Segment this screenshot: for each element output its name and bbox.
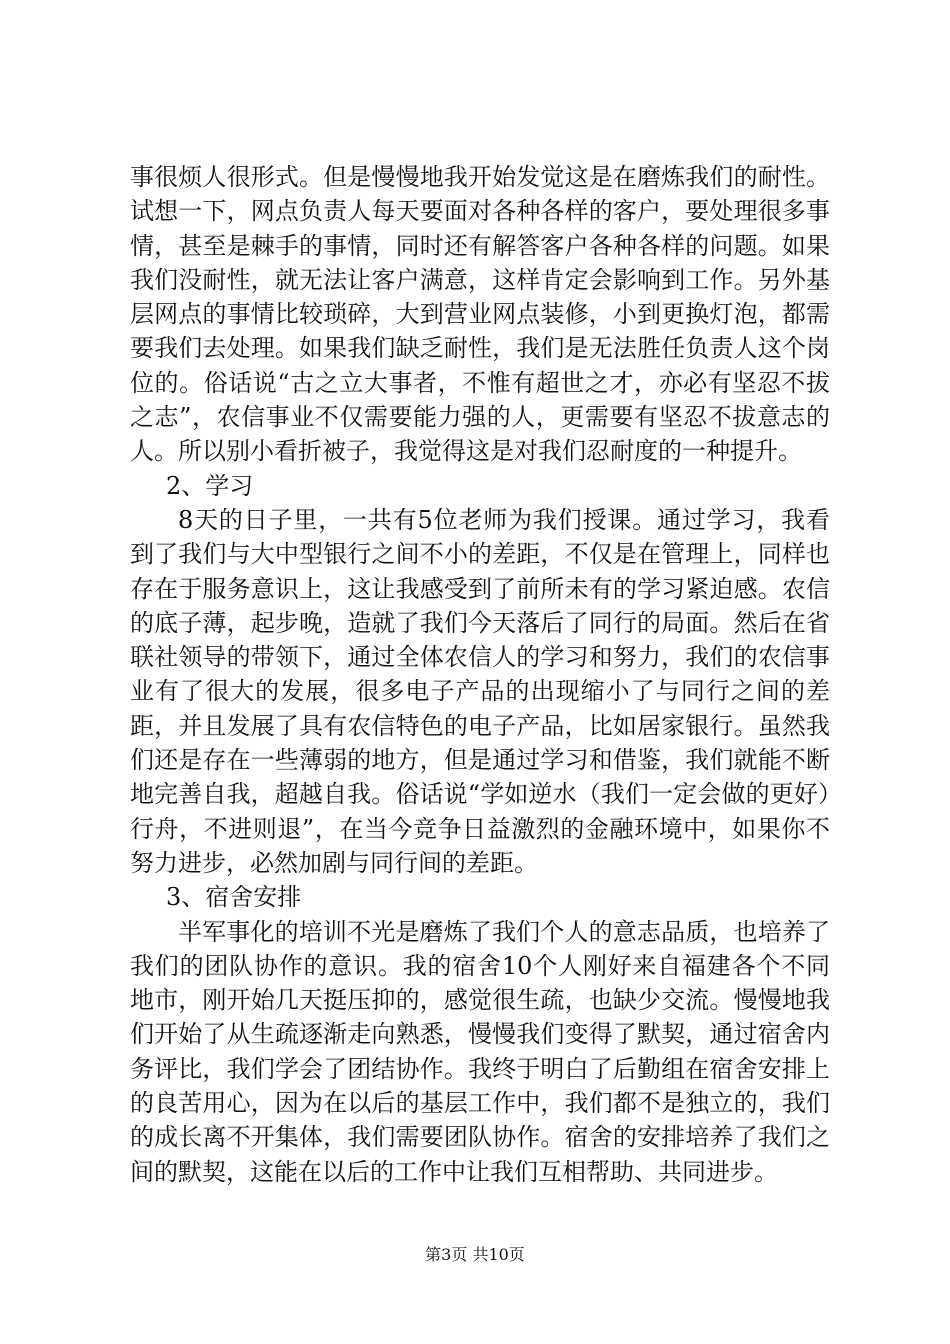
paragraph-continued: 事很烦人很形式。但是慢慢地我开始发觉这是在磨炼我们的耐性。试想一下，网点负责人每天要面对各种各样的客户，要处理很多事情，甚至是棘手的事情，同时还有解答客户各种各样的问题。如果我们没耐性，就无法让客户满意，这样肯定会影响到工作。另外基层网点的事情比较琐碎，大到营业网点装修，小到更换灯泡，都需要我们去处理。如果我们缺乏耐性，我们是无法胜任负责人这个岗位的。俗话说“古之立大事者，不惟有超世之才，亦必有坚忍不拔之志”，农信事业不仅需要能力强的人，更需要有坚忍不拔意志的人。所以别小看折被子，我觉得这是对我们忍耐度的一种提升。 [130, 163, 830, 466]
paragraph-study: 8天的日子里，一共有5位老师为我们授课。通过学习，我看到了我们与大中型银行之间不小的差距，不仅是在管理上，同样也存在于服务意识上，这让我感受到了前所未有的学习紧迫感。农信的底子薄，起步晚，造就了我们今天落后了同行的局面。然后在省联社领导的带领下，通过全体农信人的学习和努力，我们的农信事业有了很大的发展，很多电子产品的出现缩小了与同行之间的差距，并且发展了具有农信特色的电子产品，比如居家银行。虽然我们还是存在一些薄弱的地方，但是通过学习和借鉴，我们就能不断地完善自我，超越自我。俗话说“学如逆水（我们一定会做的更好）行舟，不进则退”，在当今竞争日益激烈的金融环境中，如果你不努力进步，必然加剧与同行间的差距。 [130, 505, 830, 877]
page-number-footer: 第3页 共10页 [425, 1245, 525, 1264]
section-heading-study: 2、学习 [166, 471, 254, 500]
paragraph-dormitory: 半军事化的培训不光是磨炼了我们个人的意志品质，也培养了我们的团队协作的意识。我的宿舍10个人刚好来自福建各个不同地市，刚开始几天挺压抑的，感觉很生疏，也缺少交流。慢慢地我们开始了从生疏逐渐走向熟悉，慢慢我们变得了默契，通过宿舍内务评比，我们学会了团结协作。我终于明白了后勤组在宿舍安排上的良苦用心，因为在以后的基层工作中，我们都不是独立的，我们的成长离不开集体，我们需要团队协作。宿舍的安排培养了我们之间的默契，这能在以后的工作中让我们互相帮助、共同进步。 [130, 917, 830, 1186]
section-heading-dormitory: 3、宿舍安排 [166, 883, 302, 912]
document-body [130, 160, 830, 1189]
